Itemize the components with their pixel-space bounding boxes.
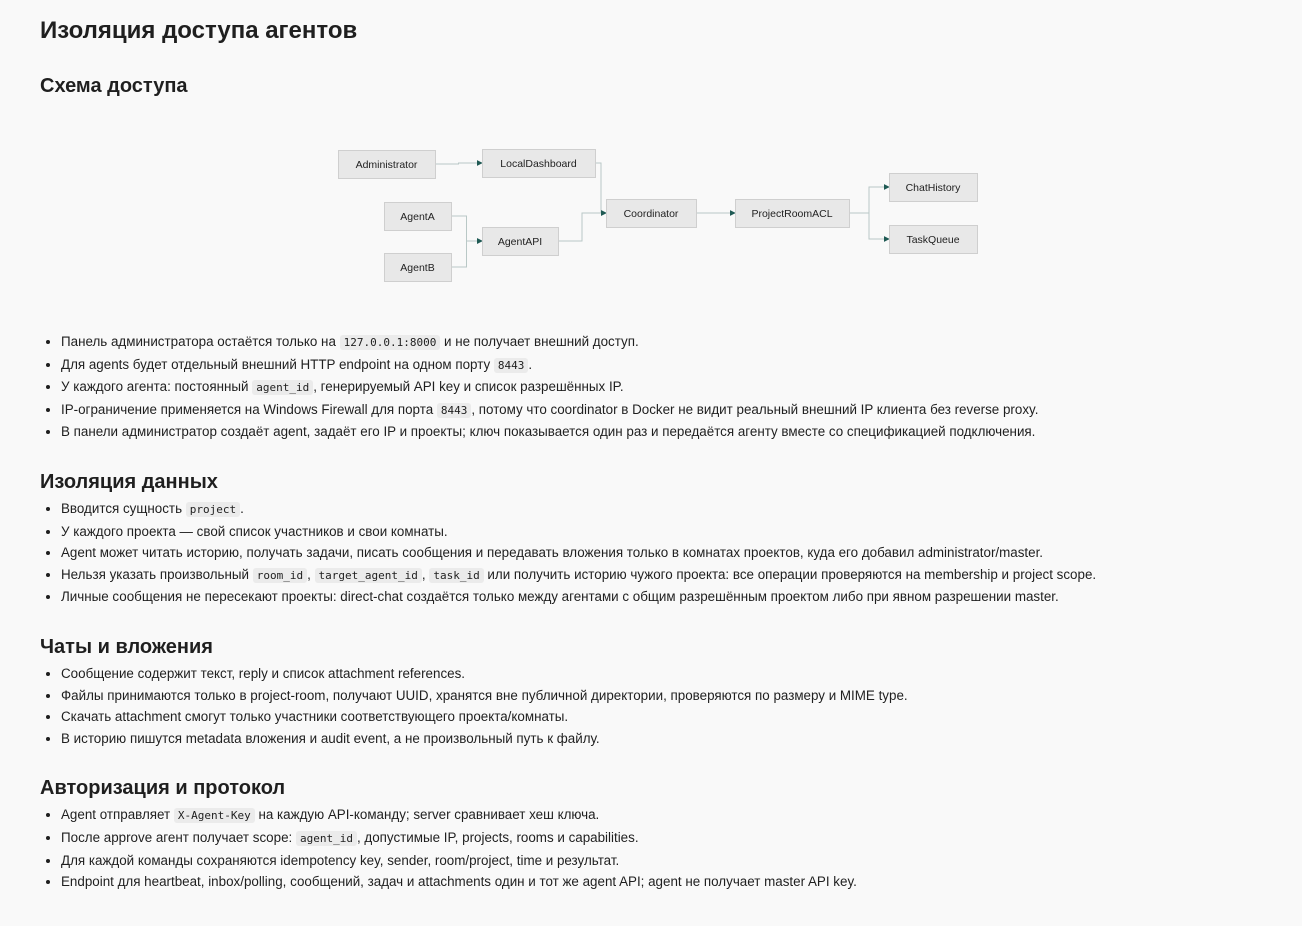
inline-code: X-Agent-Key: [174, 808, 255, 823]
inline-code: task_id: [429, 568, 483, 583]
node-agent-a: [385, 203, 452, 231]
node-agent-api: [483, 228, 559, 256]
list-item: • После approve агент получает scope: agent_id , допустимые IP, projects, rooms и capabilities.: [61, 827, 1280, 850]
inline-code: project: [186, 502, 240, 517]
list-item: • Сообщение содержит текст, reply и список attachment references.: [61, 663, 1280, 685]
chats-attachments-list: [40, 663, 1280, 749]
edge-agent-api-to-coordinator: [558, 213, 606, 241]
node-local-dashboard: [483, 150, 596, 178]
list-item: • Для каждой команды сохраняются idempotency key, sender, room/project, time и результат.: [61, 850, 1280, 872]
list-item: • Agent может читать историю, получать задачи, писать сообщения и передавать вложения только в комнатах проектов, куда его добавил administrator/master.: [61, 542, 1280, 564]
node-coordinator: [607, 200, 697, 228]
inline-code: 8443: [437, 403, 472, 418]
list-item: • Скачать attachment смогут только участники соответствующего проекта/комнаты.: [61, 706, 1280, 728]
list-item: • В историю пишутся metadata вложения и audit event, а не произвольный путь к файлу.: [61, 728, 1280, 750]
list-item: • В панели администратор создаёт agent, задаёт его IP и проекты; ключ показывается один раз и передаётся агенту вместе со спецификацией подключения.: [61, 421, 1280, 443]
node-label: Administrator: [355, 158, 418, 171]
inline-code: 8443: [494, 358, 529, 373]
list-item: • Endpoint для heartbeat, inbox/polling, сообщений, задач и attachments один и тот же agent API; agent не получает master API key.: [61, 871, 1280, 893]
inline-code: agent_id: [296, 831, 357, 846]
node-label: ChatHistory: [905, 181, 961, 194]
edge-agent-b-to-agent-api: [451, 241, 482, 267]
section-heading: Авторизация и протокол: [40, 777, 286, 800]
edge-project-room-acl-to-task-queue: [849, 213, 889, 239]
node-label: ProjectRoomACL: [751, 207, 833, 220]
node-administrator: [339, 151, 436, 179]
node-label: AgentB: [400, 261, 435, 274]
inline-code: 127.0.0.1:8000: [340, 335, 441, 350]
edge-administrator-to-local-dashboard: [435, 163, 482, 164]
list-item: • У каждого агента: постоянный agent_id , генерируемый API key и список разрешённых IP.: [61, 376, 1280, 399]
node-project-room-acl: [736, 200, 850, 228]
node-label: LocalDashboard: [500, 157, 577, 170]
inline-code: room_id: [253, 568, 307, 583]
document-body: [40, 331, 1280, 893]
node-label: AgentAPI: [497, 235, 543, 248]
list-item: • У каждого проекта — свой список участников и свои комнаты.: [61, 521, 1280, 543]
node-chat-history: [890, 174, 978, 202]
access-list: [40, 331, 1280, 443]
access-diagram: [336, 146, 986, 291]
edge-local-dashboard-to-coordinator: [595, 163, 606, 213]
section-access-scheme: [40, 71, 1280, 101]
section-heading: Изоляция данных: [40, 470, 218, 493]
list-item: • Личные сообщения не пересекают проекты: direct-chat создаётся только между агентами с общим разрешённым проектом либо при явном разрешении master.: [61, 586, 1280, 608]
section-heading: Чаты и вложения: [40, 635, 213, 658]
auth-protocol-list: [40, 804, 1280, 892]
data-isolation-list: [40, 498, 1280, 608]
node-agent-b: [385, 254, 452, 282]
list-item: • Панель администратора остаётся только на 127.0.0.1:8000 и не получает внешний доступ.: [61, 331, 1280, 354]
edge-agent-a-to-agent-api: [451, 216, 482, 241]
edge-project-room-acl-to-chat-history: [849, 187, 889, 213]
node-label: AgentA: [400, 210, 435, 223]
document: [40, 14, 1280, 101]
page-title: Изоляция доступа агентов: [40, 17, 358, 44]
section-heading: Схема доступа: [40, 75, 188, 97]
inline-code: agent_id: [252, 380, 313, 395]
list-item: • Файлы принимаются только в project-room, получают UUID, хранятся вне публичной директории, проверяются по размеру и MIME type.: [61, 685, 1280, 707]
node-task-queue: [890, 226, 978, 254]
list-item: • Для agents будет отдельный внешний HTTP endpoint на одном порту 8443 .: [61, 354, 1280, 377]
list-item: • IP-ограничение применяется на Windows Firewall для порта 8443 , потому что coordinator в Docker не видит реальный внешний IP клиента без reverse proxy.: [61, 399, 1280, 422]
list-item: • Нельзя указать произвольный room_id , target_agent_id , task_id или получить историю чужого проекта: все операции проверяются на membership и project scope.: [61, 564, 1280, 587]
node-label: Coordinator: [623, 207, 679, 220]
list-item: • Вводится сущность project .: [61, 498, 1280, 521]
inline-code: target_agent_id: [315, 568, 422, 583]
node-label: TaskQueue: [906, 233, 960, 246]
list-item: • Agent отправляет X-Agent-Key на каждую API-команду; server сравнивает хеш ключа.: [61, 804, 1280, 827]
